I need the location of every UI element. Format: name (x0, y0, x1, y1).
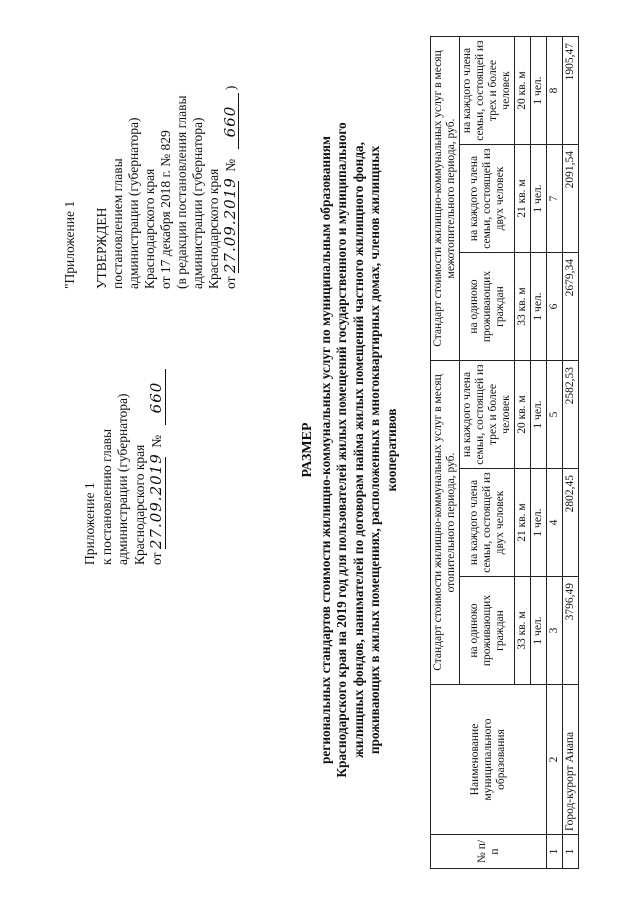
row-municipality-name: Город-курорт Анапа (563, 685, 579, 835)
index-cell: 7 (547, 145, 563, 253)
appendix-left-line: Краснодарского края (131, 444, 147, 565)
appendix-right-line: постановлением главы (110, 158, 125, 289)
number-label: № (149, 434, 164, 448)
index-cell: 5 (547, 361, 563, 469)
subheader-cell: на каждого члена семьи, состоящей из двух человек (460, 469, 515, 577)
row-value: 2091,54 (563, 145, 579, 253)
header-heating-group: Стандарт стоимости жилищно-коммунальных услуг в месяц отопительного периода, руб. (431, 361, 460, 685)
number-label: № (223, 158, 238, 172)
appendix-right-line: "Приложение 1 (62, 200, 77, 289)
row-value: 3796,49 (563, 577, 579, 685)
index-cell: 3 (547, 577, 563, 685)
title-line: кооперативов (383, 408, 399, 492)
handwritten-date: 27.09.2019 (221, 177, 239, 274)
row-num: 1 (563, 835, 579, 869)
header-nonheating-group: Стандарт стоимости жилищно-коммунальных услуг в месяц межотопительного периода, руб. (431, 37, 460, 361)
index-cell: 4 (547, 469, 563, 577)
row-value: 1905,47 (563, 37, 579, 145)
title-line: региональных стандартов стоимости жилищно-коммунальных услуг по муниципальным образованиям (317, 136, 333, 765)
area-cell: 21 кв. м (515, 145, 531, 253)
table-index-row (547, 37, 563, 869)
area-cell: 20 кв. м (515, 37, 531, 145)
row-value: 2582,53 (563, 361, 579, 469)
appendix-right-line: (в редакции постановления главы (174, 95, 189, 289)
header-name: Наименование муниципального образования (431, 685, 547, 835)
row-value: 2802,45 (563, 469, 579, 577)
header-num: № п/п (431, 835, 547, 869)
subheader-cell: на каждого члена семьи, состоящей из двух человек (460, 145, 515, 253)
appendix-left-line: Приложение 1 (82, 482, 97, 565)
appendix-left-line: к постановлению главы (98, 428, 114, 565)
row-value: 2679,34 (563, 253, 579, 361)
person-cell: 1 чел. (531, 469, 547, 577)
title-line: проживающих в жилых помещениях, расположенных в многоквартирных домах, членов жилищных (367, 145, 383, 755)
area-cell: 21 кв. м (515, 469, 531, 577)
appendix-header-left (82, 305, 166, 565)
appendix-right-line: от 17 декабря 2018 г. № 829 (158, 130, 173, 289)
from-label: от (223, 276, 238, 289)
subheader-cell: на одиноко проживающих граждан (460, 577, 515, 685)
title-line: жилищных фондов, нанимателей по договорам найма жилых помещений частного жилищного фонда, (350, 142, 366, 758)
area-cell: 33 кв. м (515, 253, 531, 361)
handwritten-number: 660 (222, 94, 239, 150)
standards-table (430, 36, 579, 869)
person-cell: 1 чел. (531, 577, 547, 685)
subheader-cell: на каждого члена семьи, состоящей из трех и более человек (460, 37, 515, 145)
from-label: от (149, 552, 164, 565)
table-row (563, 37, 579, 869)
index-cell: 6 (547, 253, 563, 361)
area-cell: 20 кв. м (515, 361, 531, 469)
handwritten-number: 660 (148, 370, 166, 426)
document-title (300, 35, 401, 865)
appendix-right-line: Краснодарского края (142, 168, 157, 289)
subheader-cell: на одиноко проживающих граждан (460, 253, 515, 361)
appendix-left-signature-row (148, 305, 166, 565)
subheader-cell: на каждого члена семьи, состоящей из трех и более человек (460, 361, 515, 469)
appendix-left-line: администрации (губернатора) (115, 393, 130, 565)
appendix-right-signature-row (222, 29, 239, 289)
closing-parenthesis: ) (223, 85, 238, 91)
title-line: Краснодарского края на 2019 год для пользователей жилых помещений государственного и муниципального (334, 122, 350, 778)
index-cell: 1 (547, 835, 563, 869)
appendix-header-right (62, 29, 239, 289)
person-cell: 1 чел. (531, 145, 547, 253)
appendix-right-line: администрации (губернатора) (126, 117, 141, 289)
person-cell: 1 чел. (531, 361, 547, 469)
appendix-right-line: администрации (губернатора) (190, 117, 205, 289)
handwritten-date: 27.09.2019 (147, 453, 165, 550)
index-cell: 8 (547, 37, 563, 145)
title-main: РАЗМЕР (300, 422, 315, 478)
appendix-right-line: УТВЕРЖДЕН (94, 207, 109, 289)
area-cell: 33 кв. м (515, 577, 531, 685)
appendix-right-line: Краснодарского края (206, 168, 221, 289)
appendix-right-line (78, 29, 94, 289)
table-header-row (431, 37, 460, 869)
person-cell: 1 чел. (531, 37, 547, 145)
index-cell: 2 (547, 685, 563, 835)
person-cell: 1 чел. (531, 253, 547, 361)
